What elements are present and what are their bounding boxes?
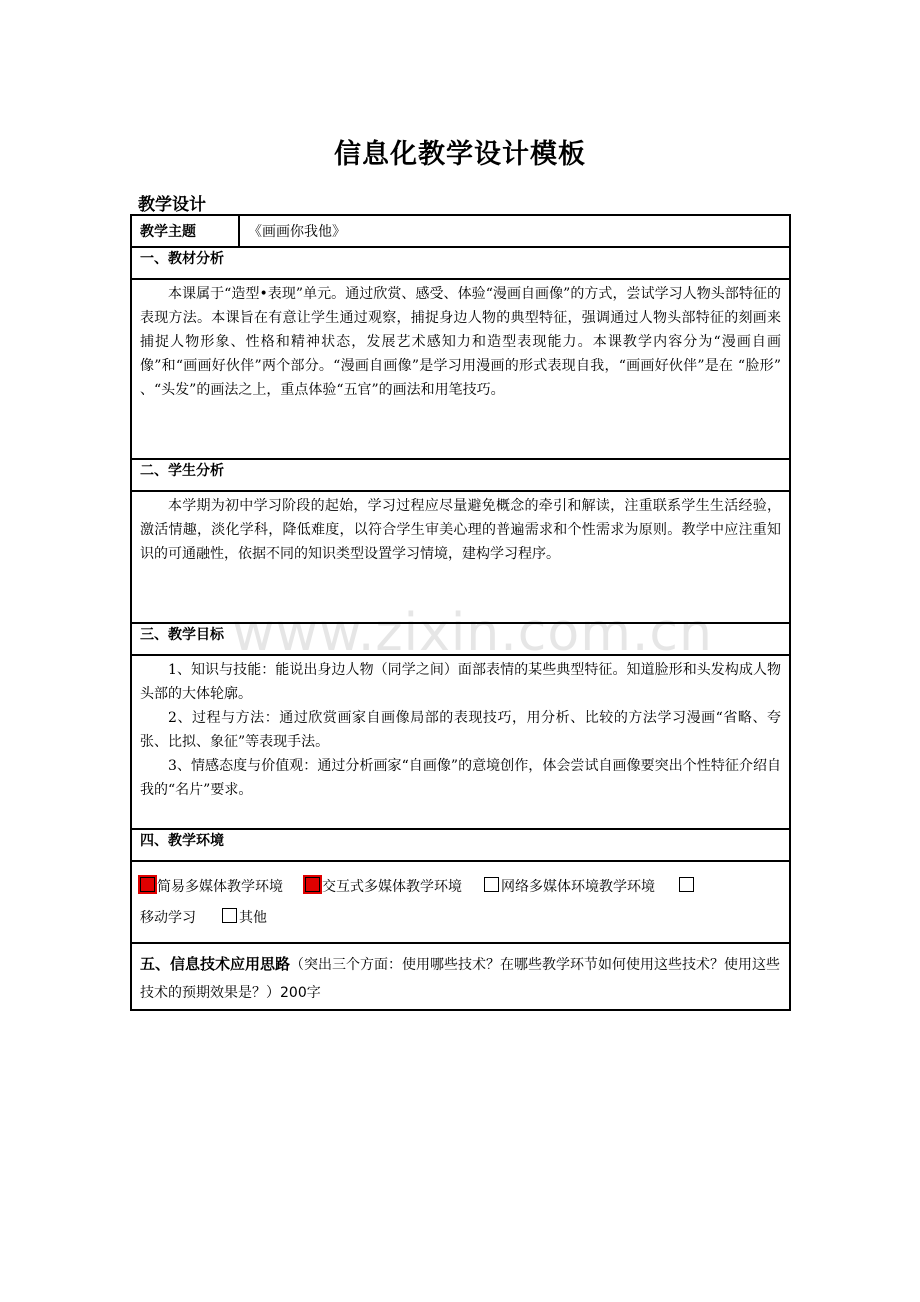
topic-row xyxy=(131,215,790,247)
material-paragraph: 本课属于“造型•表现”单元。通过欣赏、感受、体验“漫画自画像”的方式，尝试学习人物头部特征的表现方法。本课旨在有意让学生通过观察，捕捉身边人物的典型特征，强调通过人物头部特征的刻画来捕捉人物形象、性格和精神状态，发展艺术感知力和造型表现能力。本课教学内容分为“漫画自画像”和“画画好伙伴”两个部分。“漫画自画像”是学习用漫画的形式表现自我，“画画好伙伴”是在 “脸形” 、“头发”的画法之上，重点体验“五官”的画法和用笔技巧。 xyxy=(140,286,781,398)
objective-item: 3、情感态度与价值观：通过分析画家“自画像”的意境创作，体会尝试自画像要突出个性特征介绍自我的“名片”要求。 xyxy=(140,758,781,798)
env-option-other[interactable]: 其他 xyxy=(222,903,267,934)
tech-note: （突出三个方面：使用哪些技术？在哪些教学环节如何使用这些技术？使用这些技术的预期效果是？）200字 xyxy=(140,957,781,1001)
material-body-row xyxy=(131,279,790,459)
tech-approach[interactable] xyxy=(131,943,790,1010)
student-heading: 二、学生分析 xyxy=(131,459,790,491)
environment-heading: 四、教学环境 xyxy=(131,829,790,861)
material-heading: 一、教材分析 xyxy=(131,247,790,279)
topic-value[interactable]: 《画画你我他》 xyxy=(239,215,790,247)
environment-body-row xyxy=(131,861,790,943)
objective-item: 1、知识与技能：能说出身边人物（同学之间）面部表情的某些典型特征。知道脸形和头发构成人物头部的大体轮廓。 xyxy=(140,662,781,702)
objectives-heading-row xyxy=(131,623,790,655)
environment-heading-row xyxy=(131,829,790,861)
watermark: www.zixin.com.cn xyxy=(232,603,713,663)
checkbox[interactable] xyxy=(679,877,694,892)
checkbox-checked[interactable] xyxy=(140,877,155,892)
objectives-body-row xyxy=(131,655,790,829)
topic-label: 教学主题 xyxy=(131,215,239,247)
environment-options xyxy=(131,861,790,943)
objective-item: 2、过程与方法：通过欣赏画家自画像局部的表现技巧，用分析、比较的方法学习漫画“省略、夸张、比拟、象征”等表现手法。 xyxy=(140,710,781,750)
student-body[interactable] xyxy=(131,491,790,623)
checkbox[interactable] xyxy=(222,908,237,923)
page-title: 信息化教学设计模板 xyxy=(334,139,586,170)
student-paragraph: 本学期为初中学习阶段的起始，学习过程应尽量避免概念的牵引和解读，注重联系学生生活经验，激活情趣，淡化学科，降低难度，以符合学生审美心理的普遍需求和个性需求为原则。教学中应注重知识的可通融性，依据不同的知识类型设置学习情境，建构学习程序。 xyxy=(140,498,781,562)
material-body[interactable] xyxy=(131,279,790,459)
objectives-body[interactable] xyxy=(131,655,790,829)
tech-row xyxy=(131,943,790,1010)
env-option-interactive[interactable]: 交互式多媒体教学环境 xyxy=(305,872,462,903)
env-option-mobile[interactable]: 移动学习 xyxy=(140,910,196,926)
student-body-row xyxy=(131,491,790,623)
objectives-heading: 三、教学目标 xyxy=(131,623,790,655)
checkbox[interactable] xyxy=(484,877,499,892)
section-heading: 教学设计 xyxy=(138,195,206,215)
checkbox-checked[interactable] xyxy=(305,877,320,892)
material-heading-row xyxy=(131,247,790,279)
env-option-simple[interactable]: 简易多媒体教学环境 xyxy=(140,872,283,903)
design-table xyxy=(130,214,791,1011)
env-option-network[interactable]: 网络多媒体环境教学环境 xyxy=(484,872,655,903)
student-heading-row xyxy=(131,459,790,491)
tech-heading: 五、信息技术应用思路 xyxy=(140,955,291,973)
